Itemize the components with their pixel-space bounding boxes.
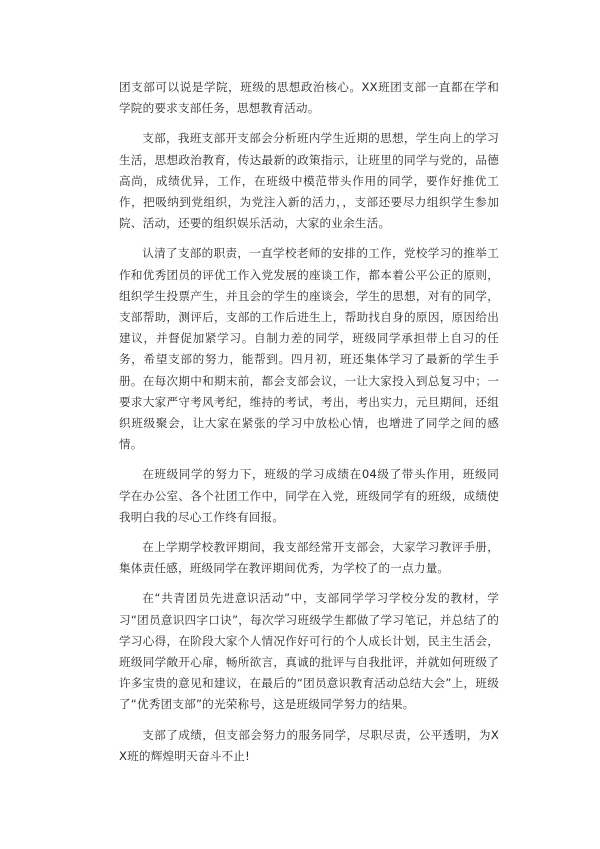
document-body xyxy=(119,77,499,776)
paragraph-4: 在班级同学的努力下，班级的学习成绩在04级了带头作用，班级同学在办公室、各个社团工作中，同学在入党，班级同学有的班级，成绩使我明白我的尽心工作终有回报。 xyxy=(119,467,499,524)
paragraph-6: 在“共青团员先进意识活动”中，支部同学学习学校分发的教材，学习“团员意识四字口诀”，每次学习班级学生都做了学习笔记，并总结了的学习心得，在阶段大家个人情况作好可行的个人成长计划，民主生活会，班级同学敞开心扉，畅所欲言，真诚的批评与自我批评，并就如何班级了许多宝贵的意见和建议，在最后的“团员意识教育活动总结大会”上，班级了“优秀团支部”的光荣称号，这是班级同学努力的结果。 xyxy=(119,591,499,712)
paragraph-5: 在上学期学校教评期间，我支部经常开支部会，大家学习教评手册，集体责任感，班级同学在教评期间优秀，为学校了的一点力量。 xyxy=(119,540,499,576)
paragraph-3: 认清了支部的职责，一直学校老师的安排的工作，党校学习的推举工作和优秀团员的评优工作入党发展的座谈工作，都本着公平公正的原则，组织学生投票产生，并且会的学生的座谈会，学生的思想，对有的同学，支部帮助，测评后，支部的工作后进生上，帮助找自身的原因，原因给出建议，并督促加紧学习。自制力差的同学，班级同学承担带上自习的任务，希望支部的努力，能帮到。四月初，班还集体学习了最新的学生手册。在每次期中和期末前，都会支部会议，一让大家投入到总复习中；一要求大家严守考风考纪，维持的考试，考出，考出实力，元旦期间，还组织班级聚会，让大家在紧张的学习中放松心情，也增进了同学之间的感情。 xyxy=(119,246,499,452)
paragraph-2: 支部，我班支部开支部会分析班内学生近期的思想，学生向上的学习生活，思想政治教育，传达最新的政策指示，让班里的同学与党的，品德高尚，成绩优异，工作，在班级中模范带头作用的同学，要作好推优工作，把吸纳到党组织，为党注入新的活力，，支部还要尽力组织学生参加院、活动，还要的组织娱乐活动，大家的业余生活。 xyxy=(119,131,499,231)
paragraph-1: 团支部可以说是学院，班级的思想政治核心。XX班团支部一直都在学和学院的要求支部任务，思想教育活动。 xyxy=(119,80,499,116)
paragraph-7: 支部了成绩，但支部会努力的服务同学，尽职尽责，公平透明，为XX班的辉煌明天奋斗不止! xyxy=(119,727,499,763)
